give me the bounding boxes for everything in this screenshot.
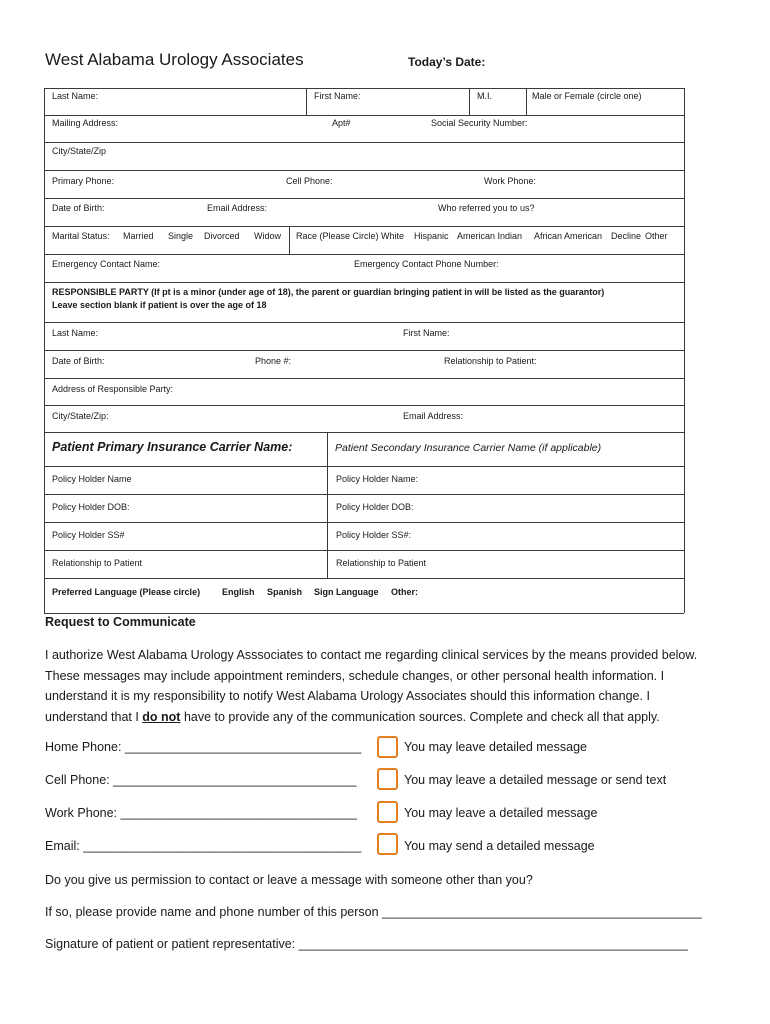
secondary-policy-holder-ssn: Policy Holder SS#: (336, 530, 412, 540)
work-phone-option: You may leave a detailed message (404, 806, 598, 820)
responsible-party-heading: RESPONSIBLE PARTY (If pt is a minor (under age of 18), the parent or guardian bringing patient in will be listed as the guarantor) (52, 287, 605, 297)
work-phone-field[interactable]: Work Phone: __________________________________ (45, 806, 357, 820)
rp-first-name: First Name: (403, 328, 450, 338)
language-option-other: Other: (391, 587, 418, 597)
emergency-contact-phone: Emergency Contact Phone Number: (354, 259, 499, 269)
apt-number: Apt# (332, 118, 351, 128)
marital-option-widow: Widow (254, 231, 282, 241)
race-option-white: White (381, 231, 405, 241)
cell-phone-option: You may leave a detailed message or send text (404, 773, 667, 787)
email-option: You may send a detailed message (404, 839, 595, 853)
preferred-language-label: Preferred Language (Please circle) (52, 587, 201, 597)
primary-policy-holder-ssn: Policy Holder SS# (52, 530, 125, 540)
patient-dob: Date of Birth: (52, 203, 105, 213)
marital-status-label: Marital Status: (52, 231, 110, 241)
cell-phone-field[interactable]: Cell Phone: ___________________________________ (45, 773, 357, 787)
paragraph-text: have to provide any of the communication sources. Complete and check all that apply. (180, 709, 660, 724)
paragraph-line (45, 707, 735, 728)
race-option-other: Other (645, 231, 668, 241)
authorization-paragraph (45, 645, 735, 727)
rp-address: Address of Responsible Party: (52, 384, 174, 394)
cell-phone: Cell Phone: (286, 176, 333, 186)
alternate-contact-field[interactable]: If so, please provide name and phone number of this person ______________________________________________ (45, 905, 702, 919)
primary-relationship: Relationship to Patient (52, 558, 143, 568)
home-phone-field[interactable]: Home Phone: __________________________________ (45, 740, 362, 754)
secondary-policy-holder-dob: Policy Holder DOB: (336, 502, 414, 512)
language-option-sign-language: Sign Language (314, 587, 379, 597)
race-option-african-american: African American (534, 231, 603, 241)
primary-insurance-title: Patient Primary Insurance Carrier Name: (52, 440, 293, 454)
signature-field[interactable]: Signature of patient or patient representative: ________________________________________________________ (45, 937, 688, 951)
race-option-hispanic: Hispanic (414, 231, 449, 241)
patient-first-name: First Name: (314, 91, 361, 101)
home-phone-option: You may leave detailed message (404, 740, 587, 754)
patient-last-name: Last Name: (52, 91, 99, 101)
email-checkbox[interactable] (377, 833, 398, 855)
language-option-spanish: Spanish (267, 587, 303, 597)
do-not-emphasis: do not (142, 709, 181, 724)
secondary-policy-holder-name: Policy Holder Name: (336, 474, 419, 484)
paragraph-text: understand that I (45, 709, 143, 724)
marital-option-divorced: Divorced (204, 231, 240, 241)
work-phone-checkbox[interactable] (377, 801, 398, 823)
primary-policy-holder-dob: Policy Holder DOB: (52, 502, 130, 512)
patient-sex: Male or Female (circle one) (532, 91, 642, 101)
home-phone-checkbox[interactable] (377, 736, 398, 758)
email-field[interactable]: Email: ________________________________________ (45, 839, 362, 853)
rp-phone: Phone #: (255, 356, 292, 366)
patient-mi: M.I. (477, 91, 492, 101)
language-option-english: English (222, 587, 255, 597)
rp-last-name: Last Name: (52, 328, 99, 338)
referred-by: Who referred you to us? (438, 203, 535, 213)
patient-email: Email Address: (207, 203, 268, 213)
patient-city-state-zip: City/State/Zip (52, 146, 107, 156)
mailing-address: Mailing Address: (52, 118, 119, 128)
work-phone: Work Phone: (484, 176, 536, 186)
race-option-decline: Decline (611, 231, 642, 241)
emergency-contact-name: Emergency Contact Name: (52, 259, 161, 269)
cell-phone-checkbox[interactable] (377, 768, 398, 790)
marital-option-single: Single (168, 231, 194, 241)
rp-dob: Date of Birth: (52, 356, 105, 366)
paragraph-line: understand it is my responsibility to notify West Alabama Urology Associates should this information change. I (45, 689, 650, 703)
race-option-american-indian: American Indian (457, 231, 523, 241)
permission-question: Do you give us permission to contact or leave a message with someone other than you? (45, 873, 533, 887)
org-name: West Alabama Urology Associates (45, 50, 304, 69)
secondary-relationship: Relationship to Patient (336, 558, 427, 568)
paragraph-line: These messages may include appointment reminders, schedule changes, or other personal health information. I (45, 668, 665, 683)
secondary-insurance-title: Patient Secondary Insurance Carrier Name (if applicable) (335, 442, 602, 454)
rp-email: Email Address: (403, 411, 464, 421)
primary-phone: Primary Phone: (52, 176, 115, 186)
responsible-party-note: Leave section blank if patient is over the age of 18 (52, 300, 267, 310)
todays-date-label: Today’s Date: (408, 55, 486, 69)
rp-relationship: Relationship to Patient: (444, 356, 537, 366)
ssn: Social Security Number: (431, 118, 528, 128)
race-label: Race (Please Circle) (296, 231, 379, 241)
rp-city-state-zip: City/State/Zip: (52, 411, 109, 421)
communicate-heading: Request to Communicate (45, 615, 196, 629)
paragraph-line: I authorize West Alabama Urology Asssociates to contact me regarding clinical services by the means provided below. (45, 648, 698, 662)
marital-option-married: Married (123, 231, 154, 241)
primary-policy-holder-name: Policy Holder Name (52, 474, 132, 484)
